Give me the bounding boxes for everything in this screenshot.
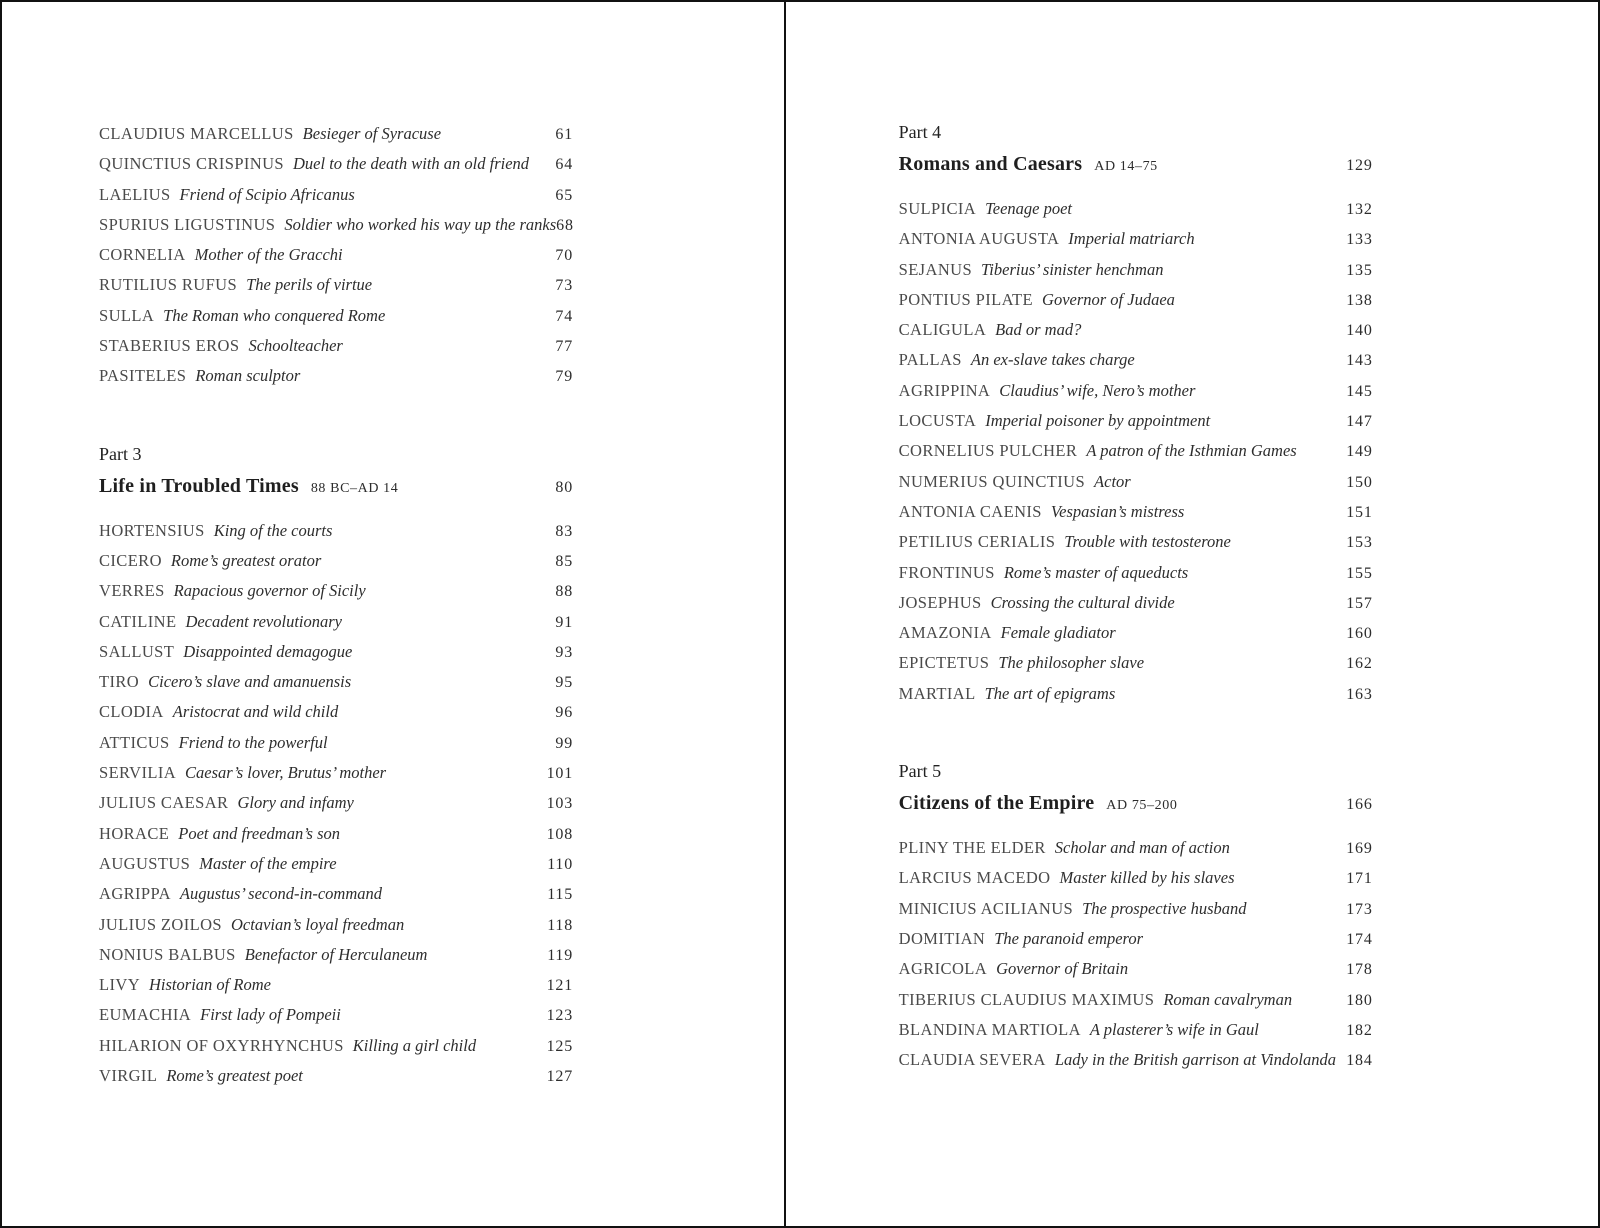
toc-entry [99,788,573,818]
toc-entry [899,436,1373,466]
toc-entry [899,527,1373,557]
entry-page-number: 70 [555,247,573,265]
toc-entry [99,240,573,270]
toc-entry [899,679,1373,709]
toc-page-right [786,2,1598,1226]
toc-entry [899,894,1373,924]
entry-page-number: 143 [1346,352,1373,370]
entry-name: SEJANUS [898,259,973,279]
toc-entry [899,954,1373,984]
entry-page-number: 133 [1346,231,1373,249]
part-page-number: 129 [1346,157,1373,174]
toc-entry [99,970,573,1000]
entry-page-number: 101 [546,765,573,783]
entry-name: EUMACHIA [99,1005,192,1025]
toc-entry [99,910,573,940]
entry-name: CALIGULA [898,320,987,340]
toc-entry [899,345,1373,375]
entry-page-number: 178 [1346,961,1373,979]
entry-description: Benefactor of Herculaneum [244,944,428,964]
entry-name: LIVY [99,975,141,995]
entry-description: Historian of Rome [149,975,271,995]
toc-entry [99,879,573,909]
entry-page-number: 135 [1346,261,1373,279]
entry-name: CLAUDIUS MARCELLUS [99,124,294,143]
entry-description: Tiberius’ sinister henchman [981,259,1164,279]
part-label: Part 4 [898,122,942,142]
entry-page-number: 145 [1346,382,1373,400]
entry-name: QUINCTIUS CRISPINUS [99,154,284,174]
entry-description: Poet and freedman’s son [178,823,341,843]
toc-entry [99,697,573,727]
toc-entry [899,376,1373,406]
entry-page-number: 180 [1346,991,1373,1009]
entry-description: Master killed by his slaves [1059,868,1235,888]
part-title-row [99,471,573,504]
entry-description: The paranoid emperor [994,928,1144,948]
entry-page-number: 61 [555,126,573,143]
entry-description: Rapacious governor of Sicily [173,581,366,601]
part-date-range: AD 75–200 [1106,798,1178,814]
entry-description: Vespasian’s mistress [1050,501,1185,521]
toc-entry [99,940,573,970]
toc-entry [99,667,573,697]
entry-description: The art of epigrams [984,683,1116,703]
entry-description: Decadent revolutionary [185,611,342,631]
toc-entry [899,315,1373,345]
entry-page-number: 83 [555,522,573,540]
toc-entry [99,728,573,758]
part-3-section-heading [99,441,573,504]
toc-entry [99,546,573,576]
entry-page-number: 95 [555,674,573,692]
entry-description: Governor of Judaea [1042,289,1175,309]
entry-page-number: 173 [1346,900,1373,918]
entry-name: AGRIPPA [99,884,171,904]
entry-page-number: 163 [1346,685,1373,703]
entry-name: SULLA [99,305,155,325]
entry-page-number: 68 [556,216,574,234]
entry-description: King of the courts [213,520,333,540]
entry-page-number: 93 [555,643,573,661]
entry-description: Trouble with testosterone [1064,532,1231,552]
entry-page-number: 96 [555,704,573,722]
toc-page-right-content [786,2,1373,1075]
entry-name: HORACE [99,823,170,843]
entry-description: Actor [1094,471,1131,491]
part-title-row [899,788,1373,821]
entry-page-number: 157 [1346,594,1373,612]
entry-name: MARTIAL [898,683,976,703]
entry-page-number: 153 [1346,534,1373,552]
toc-entry [899,863,1373,893]
entry-name: JOSEPHUS [898,592,982,612]
entry-page-number: 85 [555,552,573,570]
entry-name: PASITELES [99,366,187,386]
entry-description: Augustus’ second-in-command [179,884,382,904]
entry-name: NUMERIUS QUINCTIUS [898,471,1086,491]
toc-entry [99,301,573,331]
toc-entry [899,406,1373,436]
toc-entry [899,1015,1373,1045]
entry-name: EPICTETUS [898,653,990,673]
entry-name: VIRGIL [99,1066,158,1086]
entry-name: STABERIUS EROS [99,336,240,356]
entry-description: The philosopher slave [998,653,1145,673]
entry-name: HILARION OF OXYRHYNCHUS [99,1035,344,1055]
entry-page-number: 160 [1346,625,1373,643]
entry-description: Octavian’s loyal freedman [231,914,405,934]
entry-name: AUGUSTUS [99,853,191,873]
toc-entry [99,516,573,546]
entry-page-number: 99 [555,734,573,752]
entry-description: A patron of the Isthmian Games [1086,441,1297,461]
entry-name: CLAUDIA SEVERA [898,1050,1046,1070]
entry-list-part2-continued [99,119,573,392]
entry-name: DOMITIAN [898,928,986,948]
entry-description: The prospective husband [1082,898,1247,918]
entry-description: Roman sculptor [195,366,301,386]
entry-page-number: 108 [546,825,573,843]
entry-name: LOCUSTA [898,411,977,431]
entry-name: BLANDINA MARTIOLA [898,1019,1081,1039]
toc-entry [899,467,1373,497]
toc-entry [99,180,573,210]
entry-name: PLINY THE ELDER [898,838,1046,858]
entry-list-part4 [899,194,1373,709]
entry-description: A plasterer’s wife in Gaul [1089,1019,1259,1039]
entry-description: Killing a girl child [352,1035,477,1055]
toc-entry [899,985,1373,1015]
entry-page-number: 121 [546,977,573,995]
entry-name: CORNELIA [99,245,186,265]
entry-page-number: 125 [546,1037,573,1055]
toc-page-left [2,2,786,1226]
part-title: Romans and Caesars [898,153,1083,175]
entry-description: Cicero’s slave and amanuensis [148,672,352,692]
entry-page-number: 174 [1346,930,1373,948]
entry-name: SERVILIA [99,763,177,783]
entry-page-number: 118 [547,916,573,934]
entry-name: PALLAS [898,350,962,370]
entry-name: SULPICIA [898,199,977,218]
entry-name: CICERO [99,550,162,570]
entry-list-part3 [99,516,573,1092]
toc-entry [99,607,573,637]
toc-entry [899,924,1373,954]
entry-description: Female gladiator [1000,623,1116,643]
entry-description: Master of the empire [199,853,337,873]
toc-entry [899,255,1373,285]
entry-name: SPURIUS LIGUSTINUS [99,214,276,234]
toc-entry [899,285,1373,315]
toc-entry [99,849,573,879]
entry-page-number: 73 [555,277,573,295]
toc-entry [99,270,573,300]
part-label: Part 3 [99,443,142,464]
entry-description: Imperial matriarch [1068,229,1195,249]
entry-description: An ex-slave takes charge [970,350,1135,370]
entry-page-number: 115 [547,886,573,904]
entry-page-number: 65 [555,186,573,204]
entry-description: Friend to the powerful [178,732,328,752]
entry-name: CORNELIUS PULCHER [898,441,1078,461]
entry-description: Besieger of Syracuse [302,124,442,143]
entry-description: Roman cavalryman [1163,989,1293,1009]
entry-page-number: 171 [1346,870,1373,888]
entry-page-number: 138 [1346,291,1373,309]
entry-page-number: 91 [555,613,573,631]
entry-description: Schoolteacher [248,336,343,356]
entry-name: ANTONIA CAENIS [898,501,1042,521]
entry-page-number: 64 [555,156,573,174]
entry-description: Scholar and man of action [1054,838,1230,858]
entry-description: Governor of Britain [996,959,1129,979]
toc-entry [99,361,573,391]
entry-list-part5 [899,833,1373,1075]
toc-entry [99,119,573,149]
part-date-range: 88 BC–AD 14 [310,480,399,496]
entry-name: AGRIPPINA [898,380,991,400]
entry-name: MINICIUS ACILIANUS [898,898,1074,918]
entry-description: Caesar’s lover, Brutus’ mother [185,763,387,783]
part-date-range: AD 14–75 [1094,159,1158,174]
toc-entry [99,1061,573,1091]
entry-name: AGRICOLA [898,959,988,979]
part-title-row [899,149,1373,182]
entry-page-number: 74 [555,307,573,325]
entry-description: Aristocrat and wild child [172,702,339,722]
entry-page-number: 184 [1346,1052,1373,1070]
entry-name: PONTIUS PILATE [898,289,1034,309]
part-page-number: 166 [1346,796,1373,814]
entry-page-number: 132 [1346,201,1373,218]
entry-page-number: 119 [547,946,573,964]
entry-description: Disappointed demagogue [183,641,353,661]
toc-page-left-content [2,2,573,1091]
toc-entry [99,331,573,361]
entry-name: TIRO [99,672,140,692]
entry-description: Soldier who worked his way up the ranks [284,214,557,234]
entry-page-number: 169 [1346,840,1373,858]
part-label: Part 5 [898,761,942,782]
entry-page-number: 182 [1346,1021,1373,1039]
toc-entry [99,819,573,849]
entry-name: AMAZONIA [898,623,992,643]
entry-description: Imperial poisoner by appointment [985,411,1211,431]
entry-description: The perils of virtue [246,275,373,295]
entry-name: FRONTINUS [898,562,995,582]
entry-name: ANTONIA AUGUSTA [898,229,1060,249]
toc-entry [899,588,1373,618]
entry-page-number: 123 [546,1007,573,1025]
entry-description: Rome’s greatest orator [170,550,322,570]
toc-entry [899,194,1373,224]
part-title: Citizens of the Empire [898,792,1095,815]
entry-name: TIBERIUS CLAUDIUS MAXIMUS [898,989,1155,1009]
entry-name: RUTILIUS RUFUS [99,275,238,295]
entry-page-number: 77 [555,338,573,356]
toc-entry [99,576,573,606]
toc-entry [899,1045,1373,1075]
entry-page-number: 110 [547,855,573,873]
entry-description: Lady in the British garrison at Vindolanda [1054,1050,1336,1070]
part-title: Life in Troubled Times [99,474,299,497]
toc-entry [899,648,1373,678]
entry-name: JULIUS ZOILOS [99,914,222,934]
part-5-section-heading [899,758,1373,821]
entry-page-number: 149 [1346,443,1373,461]
entry-name: ATTICUS [99,732,170,752]
entry-description: Mother of the Gracchi [194,245,343,265]
entry-name: JULIUS CAESAR [99,793,229,813]
entry-page-number: 79 [555,368,573,386]
entry-page-number: 162 [1346,655,1373,673]
entry-description: Duel to the death with an old friend [293,154,530,174]
entry-description: Bad or mad? [995,320,1082,340]
entry-description: Friend of Scipio Africanus [179,184,355,204]
entry-page-number: 127 [546,1068,573,1086]
entry-name: LAELIUS [99,184,171,204]
entry-description: Glory and infamy [237,793,354,813]
entry-name: CATILINE [99,611,177,631]
entry-page-number: 140 [1346,322,1373,340]
toc-entry [899,833,1373,863]
part-page-number: 80 [555,478,573,496]
toc-entry [99,149,573,179]
toc-entry [899,558,1373,588]
entry-name: HORTENSIUS [99,520,205,540]
entry-description: Crossing the cultural divide [990,592,1175,612]
entry-name: SALLUST [99,641,175,661]
toc-entry [99,637,573,667]
entry-name: VERRES [99,581,165,601]
toc-entry [99,758,573,788]
entry-name: LARCIUS MACEDO [898,868,1051,888]
toc-entry [899,497,1373,527]
entry-description: First lady of Pompeii [200,1005,341,1025]
toc-entry [899,618,1373,648]
entry-page-number: 150 [1346,473,1373,491]
entry-page-number: 147 [1346,413,1373,431]
toc-entry [99,1000,573,1030]
entry-description: Teenage poet [985,199,1073,218]
entry-page-number: 103 [546,795,573,813]
entry-description: Claudius’ wife, Nero’s mother [999,380,1196,400]
entry-page-number: 151 [1346,503,1373,521]
entry-description: The Roman who conquered Rome [163,305,386,325]
entry-name: NONIUS BALBUS [99,944,236,964]
toc-entry [99,1031,573,1061]
toc-entry [99,210,573,240]
entry-description: Rome’s master of aqueducts [1003,562,1189,582]
entry-name: CLODIA [99,702,164,722]
entry-page-number: 88 [555,583,573,601]
part-4-section-heading [899,119,1373,182]
entry-page-number: 155 [1346,564,1373,582]
entry-description: Rome’s greatest poet [166,1066,303,1086]
entry-name: PETILIUS CERIALIS [898,532,1056,552]
toc-entry [899,224,1373,254]
